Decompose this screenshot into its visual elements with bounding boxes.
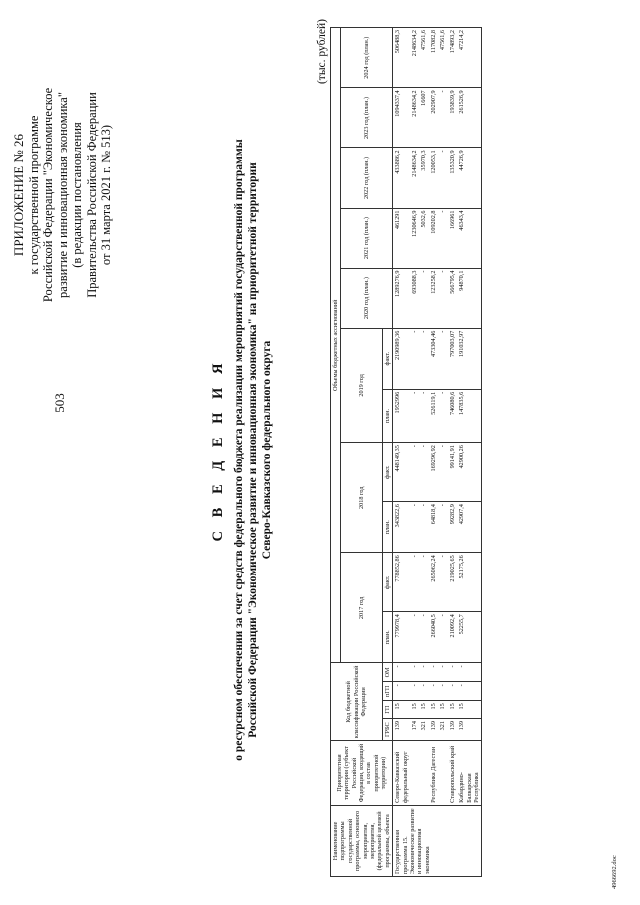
value-cell-v2022: 2148634,2 [410, 148, 419, 208]
value-cell-p2018: 64818,4 [429, 502, 438, 553]
value-cell-v2023: 261526,9 [457, 88, 482, 148]
value-cell-v2024: 117082,8 [429, 28, 438, 88]
header-plan: план. [382, 502, 392, 553]
value-cell-grbs: 321 [419, 719, 428, 741]
header-volumes-group: Объемы бюджетных ассигнований [331, 28, 341, 663]
value-cell-gp: 15 [393, 701, 410, 719]
value-cell-f2017: - [438, 553, 447, 612]
appendix-line: Правительства Российской Федерации [84, 92, 99, 298]
value-cell-pgp: - [429, 682, 438, 701]
value-cell-gp: 15 [429, 701, 438, 719]
value-cell-p2017: - [419, 612, 428, 663]
header-2020: 2020 год (план.) [341, 268, 393, 328]
table-row [410, 28, 419, 877]
header-code-group: Код бюджетной классификации Российской Федерации [331, 663, 383, 741]
value-cell-om: - [410, 663, 419, 682]
value-cell-p2017: 210092,4 [448, 612, 457, 663]
appendix-line: Российской Федерации "Экономическое [41, 87, 55, 303]
value-cell-v2024: 47561,6 [438, 28, 447, 88]
units-label: (тыс. рублей) [316, 19, 328, 85]
value-cell-f2018: 448149,35 [393, 443, 410, 502]
value-cell-grbs: 139 [429, 719, 438, 741]
header-gp: ГП [382, 701, 392, 719]
document-heading [210, 15, 274, 885]
territory-cell: Республика Дагестан [429, 741, 438, 806]
value-cell-v2023: 193839,9 [448, 88, 457, 148]
header-plan: план. [382, 612, 392, 663]
value-cell-f2019: 797003,07 [448, 328, 457, 389]
value-cell-f2019: - [419, 328, 428, 389]
value-cell-f2017: 265062,24 [429, 553, 438, 612]
header-fact: факт. [382, 553, 392, 612]
header-fact: факт. [382, 443, 392, 502]
value-cell-p2019: 746080,6 [448, 389, 457, 442]
value-cell-v2022: 135320,9 [448, 148, 457, 208]
value-cell-grbs: 139 [457, 719, 482, 741]
value-cell-p2019: 526119,1 [429, 389, 438, 442]
table-row [419, 28, 428, 877]
value-cell-om: - [393, 663, 410, 682]
value-cell-f2019: 2190989,36 [393, 328, 410, 389]
territory-cell: Кабардино-Балкарская Республика [457, 741, 482, 806]
value-cell-om: - [448, 663, 457, 682]
value-cell-v2020: - [419, 268, 428, 328]
value-cell-v2024: 2148634,2 [410, 28, 419, 88]
value-cell-f2017: - [419, 553, 428, 612]
table-row [438, 28, 447, 877]
table-row [429, 28, 438, 877]
value-cell-gp: 15 [448, 701, 457, 719]
value-cell-gp: 15 [410, 701, 419, 719]
value-cell-f2018: 99141,91 [448, 443, 457, 502]
value-cell-v2020: - [438, 268, 447, 328]
appendix-line: развитие и инновационная экономика" [55, 92, 70, 298]
value-cell-v2021: 1230646,9 [410, 208, 419, 268]
value-cell-v2023: - [438, 88, 447, 148]
table-row [448, 28, 457, 877]
value-cell-f2017: 778852,86 [393, 553, 410, 612]
value-cell-pgp: - [419, 682, 428, 701]
value-cell-p2018: 42907,4 [457, 502, 482, 553]
rotated-page-content [0, 5, 630, 895]
value-cell-p2018: - [419, 502, 428, 553]
value-cell-pgp: - [438, 682, 447, 701]
value-cell-v2022: 433886,2 [393, 148, 410, 208]
value-cell-p2019: - [419, 389, 428, 442]
value-cell-grbs: 321 [438, 719, 447, 741]
value-cell-p2017: - [438, 612, 447, 663]
territory-cell [410, 741, 419, 806]
value-cell-om: - [419, 663, 428, 682]
value-cell-p2017: 266040,5 [429, 612, 438, 663]
appendix-line: от 31 марта 2021 г. № 513) [99, 124, 113, 266]
header-2018: 2018 год [341, 443, 382, 553]
appendix-block [12, 15, 114, 375]
document-subtitle-line: Российской Федерации "Экономическое развитие и инновационная экономика" на приоритетной территории [247, 162, 259, 738]
value-cell-v2024: 47561,6 [419, 28, 428, 88]
value-cell-v2023: 2148634,2 [410, 88, 419, 148]
page-number: 503 [52, 393, 67, 413]
value-cell-p2018: 99282,9 [448, 502, 457, 553]
value-cell-grbs: 174 [410, 719, 419, 741]
value-cell-v2024: 506488,3 [393, 28, 410, 88]
value-cell-f2018: 169296,92 [429, 443, 438, 502]
value-cell-pgp: - [393, 682, 410, 701]
value-cell-v2021: 46343,4 [457, 208, 482, 268]
value-cell-pgp: - [457, 682, 482, 701]
value-cell-v2020: 1289276,9 [393, 268, 410, 328]
resource-table [330, 27, 482, 877]
value-cell-om: - [438, 663, 447, 682]
header-2023: 2023 год (план.) [341, 88, 393, 148]
value-cell-v2021: 166961 [448, 208, 457, 268]
value-cell-f2018: - [419, 443, 428, 502]
appendix-line: к государственной программе [26, 115, 41, 275]
value-cell-f2019: 191032,97 [457, 328, 482, 389]
value-cell-p2018: 343822,6 [393, 502, 410, 553]
header-pgp: пГП [382, 682, 392, 701]
value-cell-v2023: 202907,9 [429, 88, 438, 148]
value-cell-v2023: 16607 [419, 88, 428, 148]
document-subtitle-line: Северо-Кавказского федерального округа [261, 340, 273, 560]
value-cell-v2021: - [438, 208, 447, 268]
value-cell-om: - [457, 663, 482, 682]
value-cell-v2022: 120053,1 [429, 148, 438, 208]
value-cell-p2019: 147835,6 [457, 389, 482, 442]
value-cell-grbs: 139 [448, 719, 457, 741]
appendix-title: ПРИЛОЖЕНИЕ № 26 [11, 133, 26, 257]
value-cell-f2018: 42900,26 [457, 443, 482, 502]
value-cell-p2018: - [438, 502, 447, 553]
value-cell-pgp: - [410, 682, 419, 701]
value-cell-pgp: - [448, 682, 457, 701]
territory-cell [419, 741, 428, 806]
value-cell-f2019: - [438, 328, 447, 389]
value-cell-gp: 15 [457, 701, 482, 719]
value-cell-grbs: 139 [393, 719, 410, 741]
header-2024: 2024 год (план.) [341, 28, 393, 88]
header-name: Наименование подпрограммы государственной программы, основного мероприятия, мероприятия, (федеральной целевой программы, объекта [331, 805, 393, 876]
value-cell-v2021: 5032,6 [419, 208, 428, 268]
value-cell-f2017: - [410, 553, 419, 612]
territory-cell: Северо-Кавказский федеральный округ [393, 741, 410, 806]
value-cell-f2017: 219025,65 [448, 553, 457, 612]
header-2017: 2017 год [341, 553, 382, 663]
document-subtitle-line: о ресурсном обеспечении за счет средств федерального бюджета реализации мероприятий государственной программы [233, 139, 245, 761]
value-cell-v2020: 566795,4 [448, 268, 457, 328]
value-cell-p2017: - [410, 612, 419, 663]
value-cell-v2020: 693088,3 [410, 268, 419, 328]
value-cell-p2018: - [410, 502, 419, 553]
value-cell-f2017: 52175,26 [457, 553, 482, 612]
value-cell-p2019: - [410, 389, 419, 442]
document-id: 4966692.doc [611, 855, 618, 889]
header-2019: 2019 год [341, 328, 382, 443]
table-row [457, 28, 482, 877]
appendix-line: (в редакции постановления [70, 122, 84, 268]
territory-cell: Ставропольский край [448, 741, 457, 806]
value-cell-p2019: - [438, 389, 447, 442]
value-cell-f2019: 473304,46 [429, 328, 438, 389]
value-cell-p2017: 779978,4 [393, 612, 410, 663]
value-cell-p2017: 52255,7 [457, 612, 482, 663]
value-cell-om: - [429, 663, 438, 682]
value-cell-f2018: - [438, 443, 447, 502]
header-2022: 2022 год (план.) [341, 148, 393, 208]
value-cell-v2023: 1094337,4 [393, 88, 410, 148]
value-cell-p2019: 1952996 [393, 389, 410, 442]
table-row [393, 28, 410, 877]
header-grbs: ГРБС [382, 719, 392, 741]
value-cell-v2021: 461291 [393, 208, 410, 268]
document-title: С В Е Д Е Н И Я [210, 358, 226, 542]
territory-cell [438, 741, 447, 806]
header-fact: факт. [382, 328, 392, 389]
value-cell-gp: 15 [419, 701, 428, 719]
value-cell-v2024: 174893,2 [448, 28, 457, 88]
value-cell-v2024: 47214,2 [457, 28, 482, 88]
value-cell-v2022: - [438, 148, 447, 208]
header-om: ОМ [382, 663, 392, 682]
value-cell-v2021: 109202,8 [429, 208, 438, 268]
value-cell-f2018: - [410, 443, 419, 502]
value-cell-v2020: 94870,1 [457, 268, 482, 328]
value-cell-v2022: 44726,9 [457, 148, 482, 208]
header-territory: Приоритетная территория (субъект Российской Федерации, входящий в состав приоритетной территории) [331, 741, 393, 806]
value-cell-v2020: 123258,2 [429, 268, 438, 328]
program-name-cell: Государственная программа 15. Экономическое развитие и инновационная экономика [393, 805, 482, 876]
header-2021: 2021 год (план.) [341, 208, 393, 268]
header-plan: план. [382, 389, 392, 442]
value-cell-gp: 15 [438, 701, 447, 719]
value-cell-v2022: 35970,3 [419, 148, 428, 208]
value-cell-f2019: - [410, 328, 419, 389]
